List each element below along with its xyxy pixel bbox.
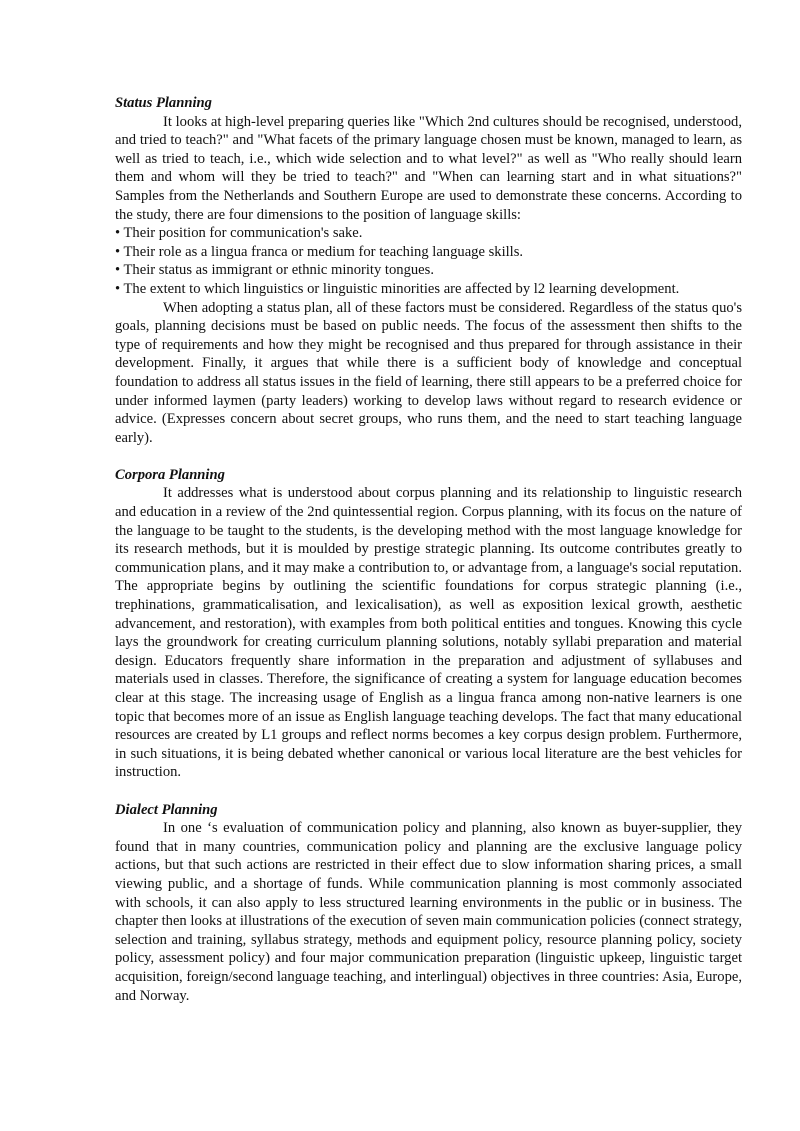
bullet-item [115, 224, 742, 243]
bullet-text: Their position for communication's sake. [123, 225, 363, 242]
bullet-item [115, 243, 742, 262]
paragraph: In one ‘s evaluation of communication policy and planning, also known as buyer-supplier, they found that in many countries, communication policy and planning are the exclusive language policy actions, but that such actions are restricted in their effect due to slow information sharing prices, a small viewing public, and a shortage of funds. While communication planning is most commonly associated with schools, it can also apply to less structured learning environments in the public or in business. The chapter then looks at illustrations of the execution of seven main communication policies (connect strategy, selection and training, syllabus strategy, methods and equipment policy, resource planning policy, society policy, assessment policy) and four major communication preparation (linguistic upkeep, linguistic target acquisition, foreign/second language teaching, and interlingual) objectives in three countries: Asia, Europe, and Norway. [115, 820, 742, 1004]
bullet-list [115, 224, 742, 298]
bullet-item [115, 280, 742, 299]
section-spacer [115, 447, 742, 466]
bullet-text: The extent to which linguistics or linguistic minorities are affected by l2 learning development. [123, 280, 680, 297]
bullet-mark: • [115, 225, 121, 242]
section-heading: Dialect Planning [115, 801, 218, 818]
section-dialect-planning [115, 801, 742, 1006]
bullet-text: Their role as a lingua franca or medium for teaching language skills. [123, 243, 524, 260]
section-status-planning [115, 94, 742, 447]
bullet-mark: • [115, 280, 121, 297]
bullet-mark: • [115, 262, 121, 279]
paragraph: It addresses what is understood about corpus planning and its relationship to linguistic research and education in a review of the 2nd quintessential region. Corpus planning, with its focus on the nature of the language to be taught to the students, is the developing method with the most language knowledge for its research methods, but it is moulded by prestige strategic planning. Its outcome contributes greatly to communication plans, and it may make a contribution to, or advantage from, a language's social reputation. The appropriate begins by outlining the scientific foundations for corpus strategic planning (i.e., trephinations, grammaticalisation, and lexicalisation), as well as exposition lexical growth, aesthetic advancement, and restoration), with examples from both political entities and tongues. Knowing this cycle lays the groundwork for creating curriculum planning solutions, notably syllabi preparation and material design. Educators frequently share information in the preparation and adjustment of syllabuses and materials used in classes. Therefore, the significance of creating a system for language education becomes clear at this stage. The increasing usage of English as a lingua franca among non-native learners is one topic that becomes more of an issue as English language teaching develops. The fact that many educational resources are created by L1 groups and reflect norms becomes a key corpus design problem. Furthermore, in such situations, it is being debated whether canonical or various local literature are the best vehicles for instruction. [115, 485, 742, 781]
section-heading: Corpora Planning [115, 466, 225, 483]
bullet-mark: • [115, 243, 121, 260]
paragraph: It looks at high-level preparing queries like "Which 2nd cultures should be recognised, understood, and tried to teach?" and "What facets of the primary language chosen must be known, managed to learn, as well as tried to teach, i.e., which wide selection and to what level?" as well as "Who really should learn them and whom will they be tried to teach?" and "When can learning start and in what situations?" Samples from the Netherlands and Southern Europe are used to demonstrate these concerns. According to the study, there are four dimensions to the position of language skills: [115, 113, 742, 223]
bullet-item [115, 261, 742, 280]
bullet-text: Their status as immigrant or ethnic minority tongues. [123, 262, 434, 279]
document-body [115, 94, 742, 1005]
section-heading: Status Planning [115, 95, 212, 111]
section-corpora-planning [115, 466, 742, 782]
section-spacer [115, 782, 742, 801]
paragraph: When adopting a status plan, all of these factors must be considered. Regardless of the status quo's goals, planning decisions must be based on public needs. The focus of the assessment then shifts to the type of requirements and how they might be recognised and thus prepared for through assistance in their development. Finally, it argues that while there is a sufficient body of knowledge and conceptual foundation to address all status issues in the field of learning, there still appears to be a preferred choice for under informed laymen (party leaders) working to develop laws without regard to research evidence or advice. (Expresses concern about secret groups, who runs them, and the need to start teaching language early). [115, 299, 742, 446]
